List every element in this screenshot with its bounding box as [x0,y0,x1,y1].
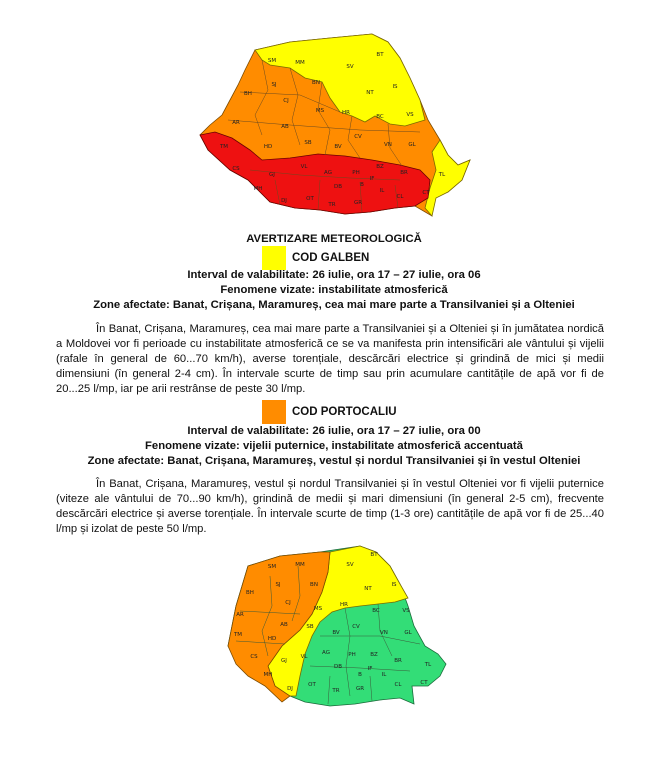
county-label: BT [370,552,378,558]
county-label: CL [394,682,402,688]
warning-map-bottom [0,536,668,716]
county-label: SJ [275,582,281,588]
county-label: TL [438,172,446,178]
county-label: BZ [370,652,378,658]
county-label: IS [392,84,398,90]
code-yellow-label: COD GALBEN [292,252,370,264]
county-label: BN [312,80,320,86]
county-label: CL [396,194,404,200]
county-label: CV [354,134,362,140]
county-label: HR [342,110,350,116]
county-label: B [360,182,364,188]
yellow-interval: Interval de valabilitate: 26 iulie, ora 17 – 27 iulie, ora 06 [187,269,481,281]
county-label: NT [366,90,374,96]
county-label: VS [402,608,410,614]
county-label: CT [422,190,430,196]
county-label: SV [346,64,354,70]
code-yellow-header [262,246,369,270]
orange-interval: Interval de valabilitate: 26 iulie, ora 17 – 27 iulie, ora 00 [187,425,481,437]
county-label: OT [308,682,316,688]
county-label: BC [376,114,384,120]
county-label: DB [333,664,343,670]
county-label: GR [353,200,363,206]
county-label: GL [404,630,412,636]
county-label: HD [267,636,277,642]
county-label: CS [232,166,240,172]
code-orange-label: COD PORTOCALIU [292,406,397,418]
warning-title: AVERTIZARE METEOROLOGICĂ [246,233,422,245]
county-label: BT [376,52,384,58]
county-label: AR [232,120,240,126]
yellow-swatch [262,246,286,270]
county-label: AG [322,650,330,656]
county-label: SV [346,562,354,568]
county-label: CJ [283,98,289,104]
county-label: BV [332,630,340,636]
county-label: DJ [287,686,293,692]
county-label: OT [306,196,314,202]
county-label: MS [315,108,325,114]
county-label: TM [219,144,229,150]
county-label: AB [281,124,289,130]
county-label: BV [334,144,342,150]
county-label: BH [244,91,252,97]
county-label: AG [324,170,332,176]
county-label: MM [295,60,305,66]
yellow-description: În Banat, Crișana, Maramureș, cea mai mare parte a Transilvaniei și a Olteniei și în jumătatea nordică a Moldovei vor fi perioade cu instabilitate atmosferică ce se va manifesta prin intensificări ale vântului și vijelii (rafale în general de 60...70 km/h), averse torențiale, descărcări electrice și grindină de mici și medii dimensiuni (în general 2-4 cm). În intervale scurte de timp sau prin acumulare cantitățile de apă vor fi de 20...25 l/mp, iar pe arii restrânse de peste 30 l/mp. [56,323,604,395]
county-label: TM [233,632,243,638]
county-label: SJ [271,82,277,88]
county-label: PH [352,170,360,176]
county-label: IL [379,188,385,194]
county-label: VL [300,654,308,660]
county-label: GL [408,142,416,148]
county-label: PH [348,652,356,658]
county-label: CV [352,624,360,630]
county-label: CT [420,680,428,686]
county-label: CS [250,654,258,660]
county-label: NT [364,586,372,592]
county-label: MH [263,672,273,678]
county-label: GJ [269,172,275,178]
warning-map-top [0,20,668,220]
county-label: AR [236,612,244,618]
code-orange-header [262,400,397,424]
county-label: BN [310,582,318,588]
county-label: BZ [376,164,384,170]
county-label: SB [304,140,312,146]
county-label: HR [340,602,348,608]
county-label: VS [406,112,414,118]
county-label: BR [394,658,402,664]
county-label: TR [328,202,336,208]
county-label: SM [267,58,277,64]
county-label: AB [280,622,288,628]
orange-phenomena: Fenomene vizate: vijelii puternice, instabilitate atmosferică accentuată [145,440,523,452]
county-label: BC [372,608,380,614]
yellow-phenomena: Fenomene vizate: instabilitate atmosferică [220,284,448,296]
county-label: B [358,672,362,678]
county-label: BR [400,170,408,176]
county-label: IF [369,176,375,182]
county-label: HD [263,144,273,150]
orange-zones: Zone afectate: Banat, Crișana, Maramureș, vestul și nordul Transilvaniei și în vestul Olteniei [87,455,581,467]
yellow-zones: Zone afectate: Banat, Crișana, Maramureș, cea mai mare parte a Transilvaniei și a Olteniei [93,299,575,311]
county-label: CJ [285,600,291,606]
county-label: IS [391,582,397,588]
county-label: MM [295,562,305,568]
county-label: IF [367,666,373,672]
county-label: GR [355,686,365,692]
county-label: DB [333,184,343,190]
county-label: VN [384,142,392,148]
county-label: DJ [281,198,287,204]
county-label: VL [300,164,308,170]
county-label: BH [246,590,254,596]
county-label: IL [381,672,387,678]
county-label: MH [253,186,263,192]
county-label: SM [267,564,277,570]
county-label: GJ [281,658,287,664]
county-label: SB [306,624,314,630]
county-label: VN [380,630,388,636]
orange-swatch [262,400,286,424]
county-label: TR [332,688,340,694]
county-label: TL [424,662,432,668]
orange-description: În Banat, Crișana, Maramureș, vestul și nordul Transilvaniei și în vestul Olteniei vor fi vijelii puternice (viteze ale vântului de 70...90 km/h), grindină de medii și mari dimensiuni (în general 2-5 cm), frecvente descărcări electrice și averse torențiale. În intervale scurte de timp (1-3 ore) cantitățile de apă vor fi de 25...40 l/mp și izolat de peste 50 l/mp. [56,478,604,535]
county-label: MS [313,606,323,612]
